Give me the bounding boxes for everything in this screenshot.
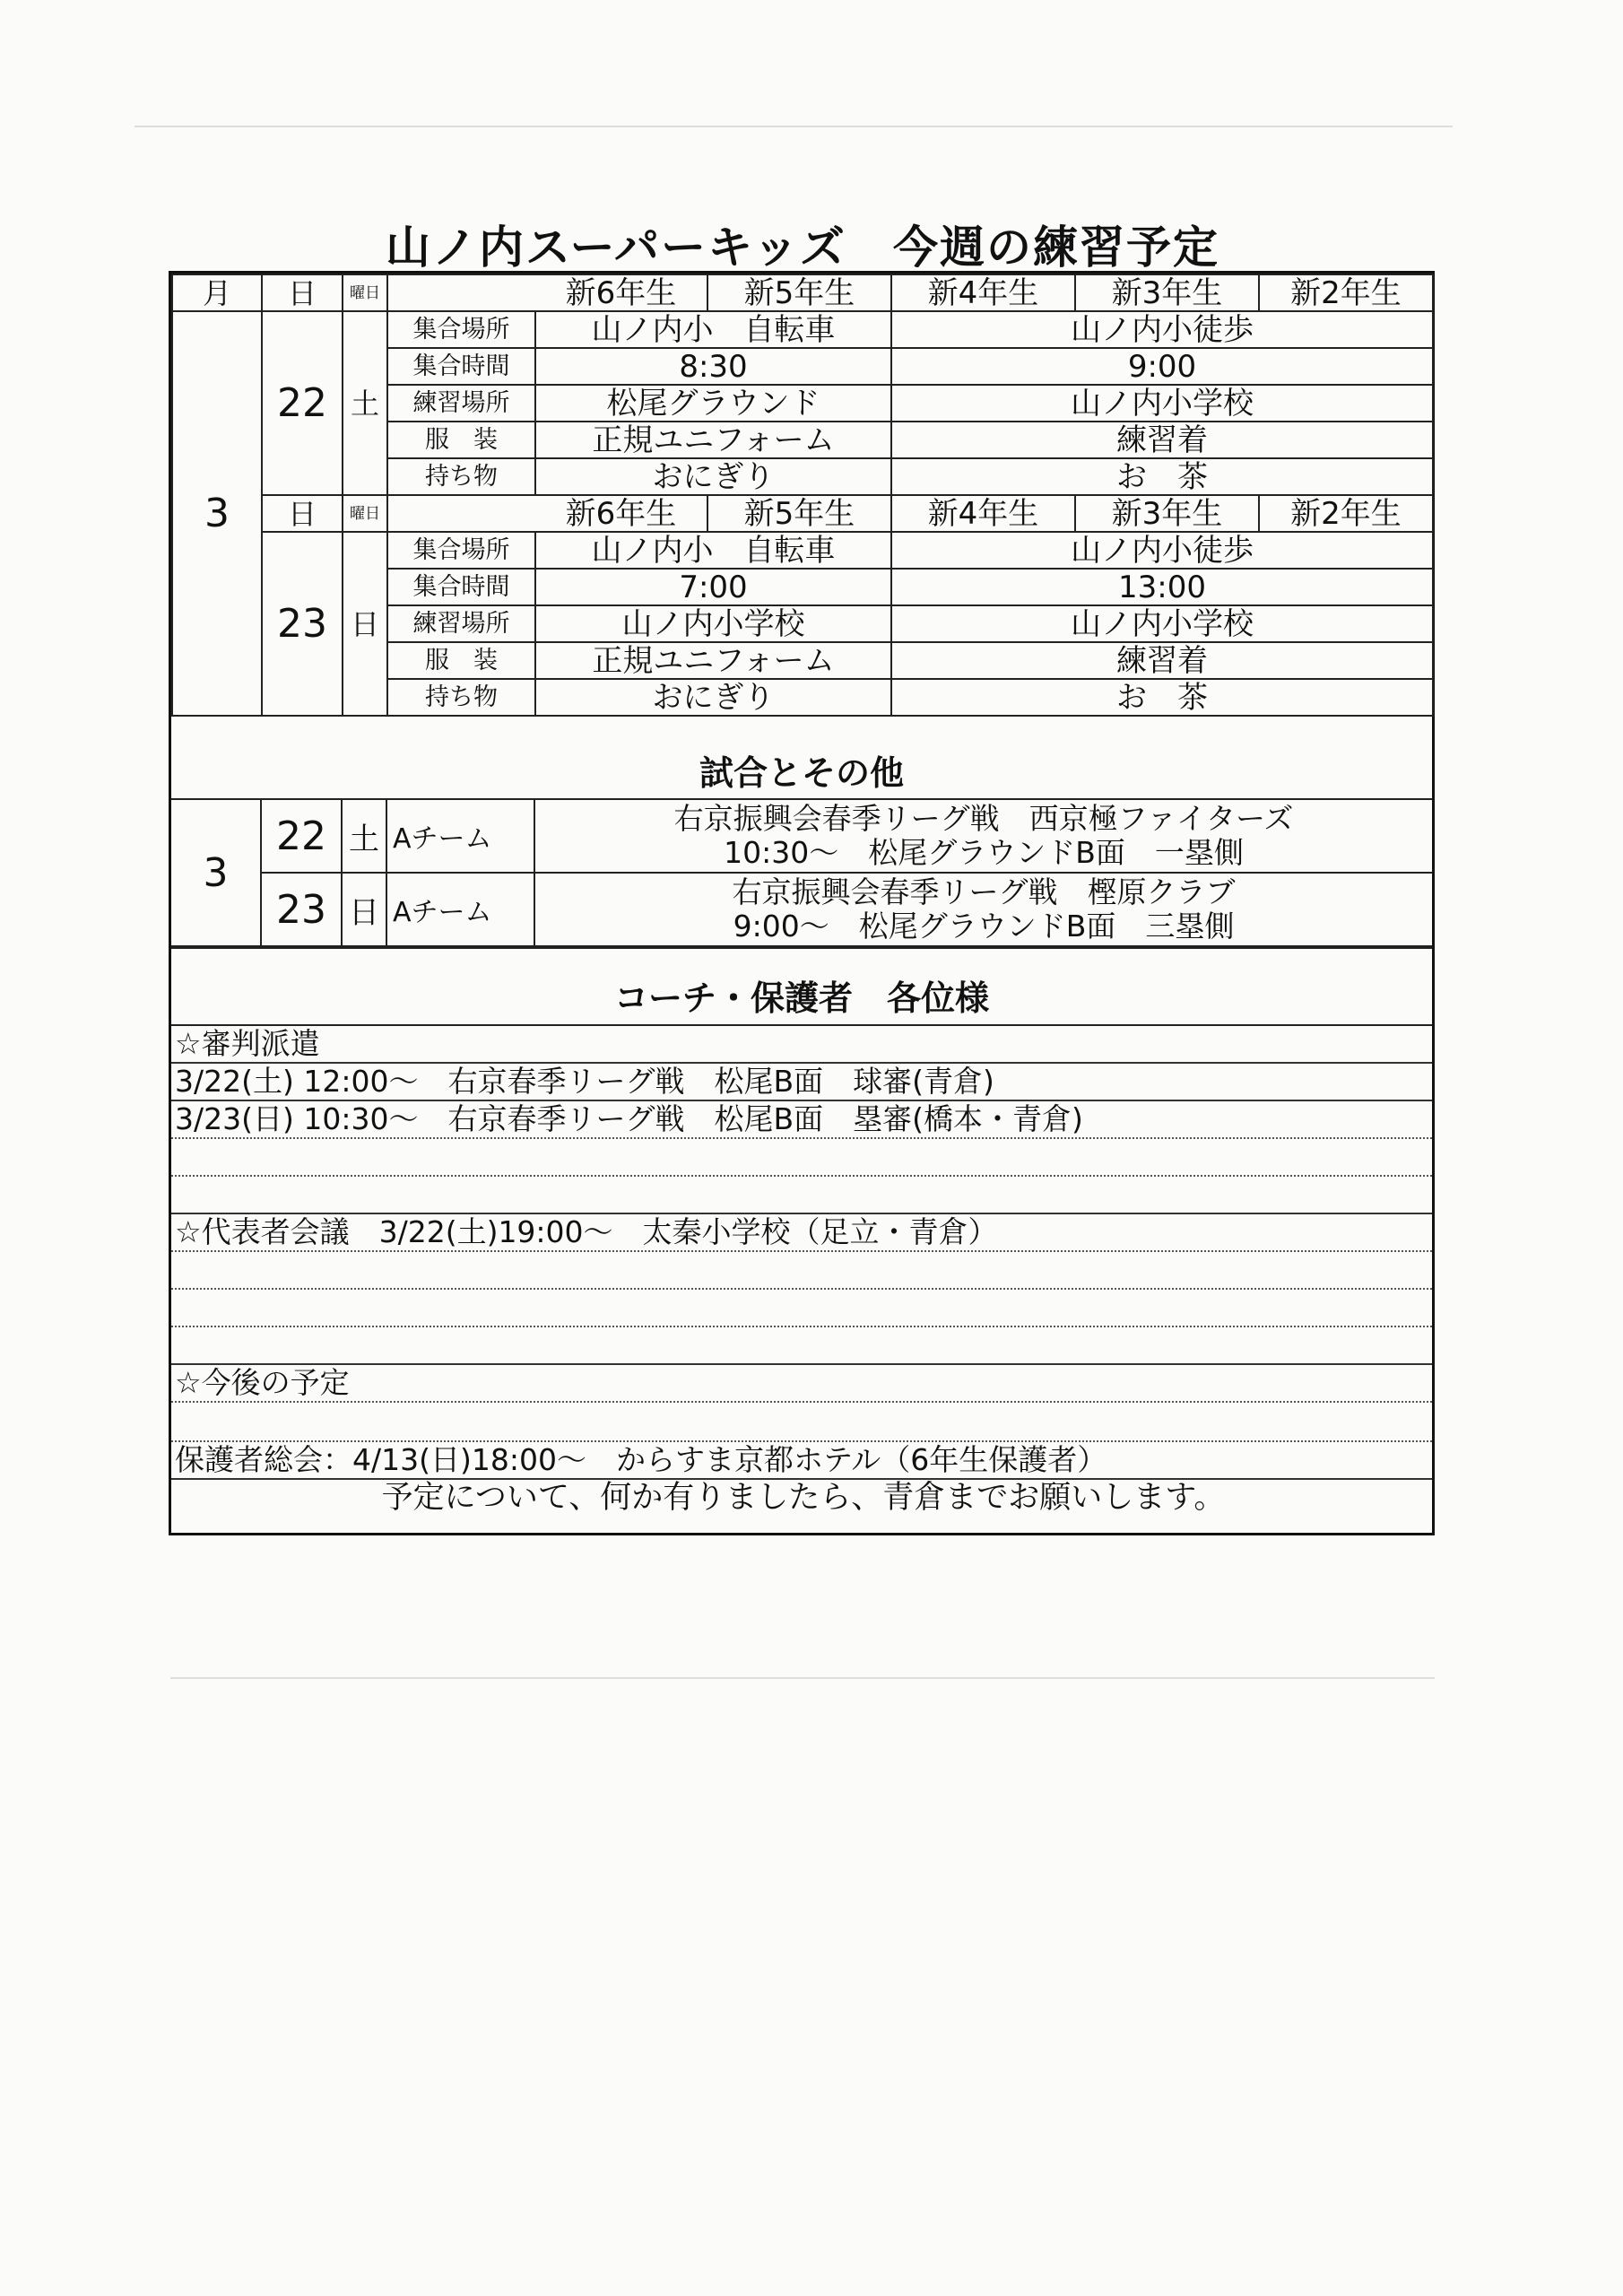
lower-grade-value: お 茶 [891,679,1433,716]
lower-grade-value: お 茶 [891,458,1433,495]
blank-line [171,1327,1432,1365]
grade-3: 新3年生 [1075,274,1259,311]
upper-grade-value: 正規ユニフォーム [535,642,891,679]
upper-grade-value: 7:00 [535,569,891,605]
practice-weekday: 土 [343,311,387,495]
upper-grade-value: 山ノ内小学校 [535,605,891,642]
blank-line [171,1403,1432,1442]
upper-grade-value: 松尾グラウンド [535,385,891,422]
lower-grade-value: 練習着 [891,642,1433,679]
schedule-row [172,311,1433,348]
lower-grade-value: 山ノ内小学校 [891,605,1433,642]
row-label: 服 装 [387,642,535,679]
games-heading: 試合とその他 [171,717,1432,800]
bleed-rule-bottom [170,1677,1435,1679]
row-label: 練習場所 [387,605,535,642]
row-label: 集合場所 [387,532,535,569]
lower-grade-value: 13:00 [891,569,1433,605]
header-spacer [387,274,535,311]
schedule-row [172,532,1433,569]
game-time-place: 10:30～ 松尾グラウンドB面 一塁側 [724,835,1244,870]
grade-header-row [172,495,1433,532]
practice-table [171,274,1434,717]
weekday-header: 曜日 [343,274,387,311]
row-label: 服 装 [387,422,535,458]
meeting-line: ☆代表者会議 3/22(土)19:00～ 太秦小学校（足立・青倉） [171,1214,1432,1252]
coach-heading: コーチ・保護者 各位様 [171,947,1432,1026]
umpire-line: 3/22(土) 12:00～ 右京春季リーグ戦 松尾B面 球審(青倉) [171,1064,1432,1101]
umpire-heading: ☆審判派遣 [171,1026,1432,1064]
upper-grade-value: 正規ユニフォーム [535,422,891,458]
umpire-line: 3/23(日) 10:30～ 右京春季リーグ戦 松尾B面 塁審(橋本・青倉) [171,1101,1432,1139]
game-time-place: 9:00～ 松尾グラウンドB面 三塁側 [733,909,1235,944]
blank-line [171,1252,1432,1290]
grade-5: 新5年生 [707,495,891,532]
grade-4: 新4年生 [891,274,1075,311]
game-date: 22 [261,800,342,873]
row-label: 持ち物 [387,458,535,495]
grade-2: 新2年生 [1259,274,1433,311]
practice-date: 22 [262,311,343,495]
row-label: 集合時間 [387,569,535,605]
game-team: Aチーム [386,800,534,873]
lower-grade-value: 山ノ内小学校 [891,385,1433,422]
grade-6: 新6年生 [535,495,707,532]
row-label: 集合時間 [387,348,535,385]
game-date: 23 [261,873,342,946]
game-row [171,873,1432,946]
upper-grade-value: おにぎり [535,458,891,495]
row-label: 集合場所 [387,311,535,348]
row-label: 練習場所 [387,385,535,422]
game-league: 右京振興会春季リーグ戦 西京極ファイターズ [673,801,1294,836]
practice-month: 3 [172,311,262,716]
grade-6: 新6年生 [535,274,707,311]
grade-3: 新3年生 [1075,495,1259,532]
games-table [171,800,1432,947]
bleed-rule-top [135,126,1453,127]
day-header: 日 [262,274,343,311]
upper-grade-value: おにぎり [535,679,891,716]
contact-footer: 予定について、何か有りましたら、青倉までお願いします。 [381,1480,1226,1516]
blank-line [171,1139,1432,1177]
blank-line [171,1290,1432,1327]
schedule-document [169,271,1435,1535]
future-heading: ☆今後の予定 [171,1365,1432,1403]
practice-date: 23 [262,532,343,716]
row-label: 持ち物 [387,679,535,716]
lower-grade-value: 山ノ内小徒歩 [891,532,1433,569]
game-row [171,800,1432,873]
grade-4: 新4年生 [891,495,1075,532]
upper-grade-value: 8:30 [535,348,891,385]
header-spacer [387,495,535,532]
game-detail [534,873,1432,946]
grade-header-row [172,274,1433,311]
game-detail [534,800,1432,873]
lower-grade-value: 練習着 [891,422,1433,458]
future-line: 保護者総会：4/13(日)18:00～ からすま京都ホテル（6年生保護者） [171,1442,1432,1480]
lower-grade-value: 9:00 [891,348,1433,385]
lower-grade-value: 山ノ内小徒歩 [891,311,1433,348]
page-title: 山ノ内スーパーキッズ 今週の練習予定 [386,222,1219,274]
game-league: 右京振興会春季リーグ戦 樫原クラブ [732,874,1236,909]
practice-weekday: 日 [343,532,387,716]
day-header: 日 [262,495,343,532]
upper-grade-value: 山ノ内小 自転車 [535,311,891,348]
weekday-header: 曜日 [343,495,387,532]
upper-grade-value: 山ノ内小 自転車 [535,532,891,569]
blank-line [171,1177,1432,1214]
game-team: Aチーム [386,873,534,946]
grade-2: 新2年生 [1259,495,1433,532]
month-header: 月 [172,274,262,311]
game-weekday: 土 [342,800,386,873]
games-month: 3 [171,800,261,946]
game-weekday: 日 [342,873,386,946]
grade-5: 新5年生 [707,274,891,311]
